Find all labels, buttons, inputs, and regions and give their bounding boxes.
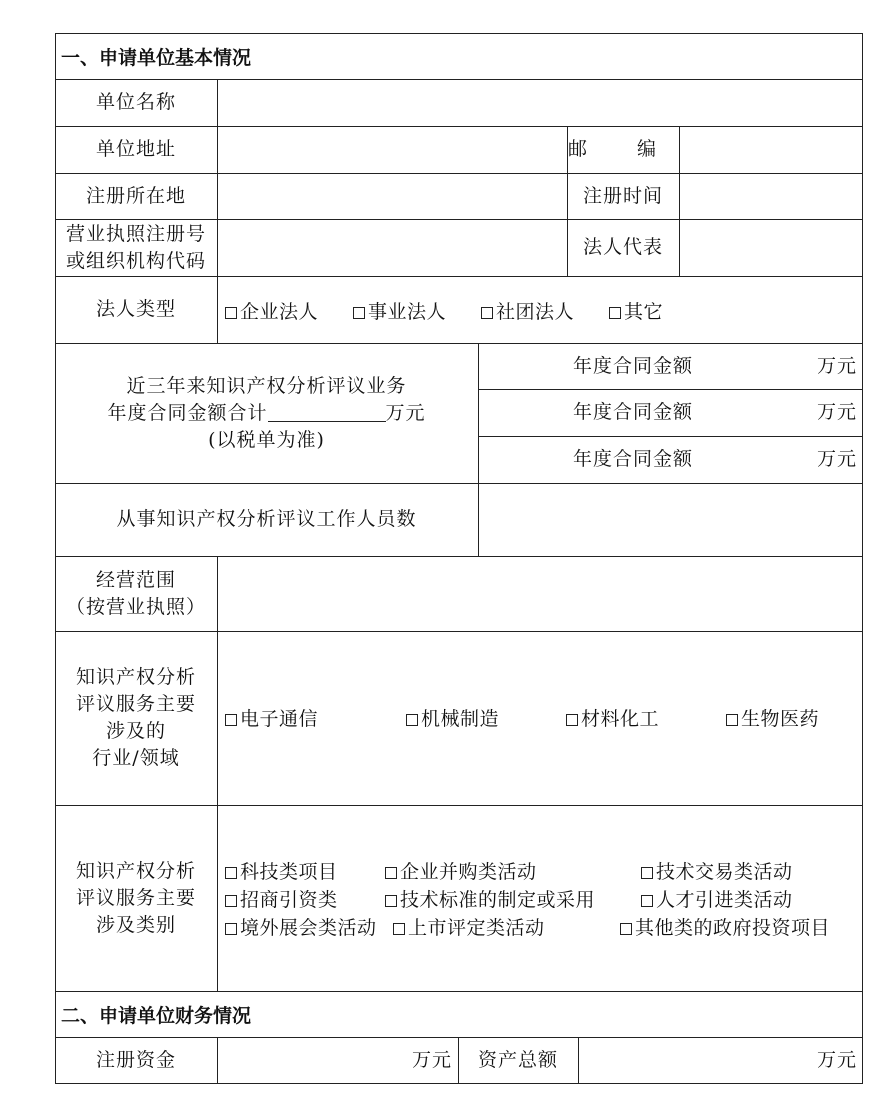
- postcode-label-text: 邮 编: [567, 138, 679, 160]
- industry-option[interactable]: [566, 704, 659, 731]
- annual-amount-unit: 万元: [816, 448, 857, 470]
- category-option[interactable]: [225, 885, 338, 912]
- industry-text: 机械制造: [421, 708, 500, 730]
- industry-label-line: 涉及的: [105, 720, 166, 742]
- category-text: 上市评定类活动: [408, 917, 545, 939]
- checkbox-icon[interactable]: [726, 714, 738, 726]
- category-option[interactable]: [641, 857, 793, 884]
- license-label-line2: 或组织机构代码: [65, 249, 206, 272]
- legal-rep-field[interactable]: [679, 219, 863, 276]
- legal-type-text: 社团法人: [496, 301, 575, 323]
- checkbox-icon[interactable]: [641, 867, 653, 879]
- checkbox-icon[interactable]: [609, 307, 621, 319]
- legal-type-option[interactable]: [609, 297, 663, 324]
- category-option[interactable]: [393, 913, 545, 940]
- legal-type-options: [217, 276, 863, 343]
- total-assets-field[interactable]: [578, 1037, 863, 1084]
- checkbox-icon[interactable]: [406, 714, 418, 726]
- category-option[interactable]: [225, 913, 377, 940]
- total-assets-unit: 万元: [816, 1049, 857, 1071]
- category-option[interactable]: [641, 885, 793, 912]
- reg-place-field[interactable]: [217, 173, 567, 219]
- category-text: 技术交易类活动: [656, 861, 793, 883]
- legal-type-option[interactable]: [353, 297, 446, 324]
- reg-capital-label: 注册资金: [95, 1049, 176, 1071]
- business-scope-field[interactable]: [217, 556, 863, 631]
- reg-time-label: 注册时间: [582, 184, 663, 207]
- unit-address-field[interactable]: [217, 126, 567, 173]
- license-field[interactable]: [217, 219, 567, 276]
- category-option[interactable]: [225, 857, 338, 884]
- checkbox-icon[interactable]: [566, 714, 578, 726]
- category-text: 企业并购类活动: [400, 861, 537, 883]
- industry-text: 电子通信: [240, 708, 319, 730]
- checkbox-icon[interactable]: [225, 307, 237, 319]
- annual-amount-label: 年度合同金额: [572, 448, 693, 470]
- reg-place-label: 注册所在地: [85, 184, 186, 207]
- category-label-line: 知识产权分析: [75, 859, 196, 882]
- category-text: 技术标准的制定或采用: [400, 889, 596, 911]
- contract-line2-prefix: 年度合同金额合计: [107, 401, 268, 424]
- license-label: [55, 219, 217, 276]
- total-assets-label: 资产总额: [477, 1049, 558, 1071]
- checkbox-icon[interactable]: [481, 307, 493, 319]
- industry-options: [217, 631, 863, 805]
- checkbox-icon[interactable]: [385, 895, 397, 907]
- business-scope-label: [55, 556, 217, 631]
- checkbox-icon[interactable]: [385, 867, 397, 879]
- contract-line2-suffix: 万元: [385, 401, 426, 424]
- unit-name-field[interactable]: [217, 79, 863, 126]
- annual-amount-unit: 万元: [816, 401, 857, 423]
- category-label-line: 涉及类别: [95, 913, 176, 936]
- legal-type-option[interactable]: [225, 297, 318, 324]
- annual-amount-label: 年度合同金额: [572, 401, 693, 423]
- legal-type-label: 法人类型: [95, 298, 176, 320]
- industry-text: 材料化工: [581, 708, 660, 730]
- industry-label: [55, 631, 217, 805]
- industry-label-line: 行业/领域: [92, 747, 180, 769]
- industry-option[interactable]: [225, 704, 318, 731]
- legal-type-option[interactable]: [481, 297, 574, 324]
- category-option[interactable]: [385, 857, 537, 884]
- industry-label-line: 评议服务主要: [75, 693, 196, 715]
- contract-line3: (以税单为准): [208, 428, 325, 451]
- checkbox-icon[interactable]: [225, 867, 237, 879]
- checkbox-icon[interactable]: [225, 923, 237, 935]
- industry-option[interactable]: [406, 704, 499, 731]
- contract-line2: [107, 400, 425, 427]
- industry-label-line: 知识产权分析: [75, 666, 196, 688]
- industry-option[interactable]: [726, 704, 819, 731]
- annual-amount-label: 年度合同金额: [572, 354, 693, 377]
- annual-amount-unit: 万元: [816, 354, 857, 377]
- category-option[interactable]: [620, 913, 830, 940]
- legal-type-text: 企业法人: [240, 301, 319, 323]
- postcode-label: [567, 126, 679, 173]
- checkbox-icon[interactable]: [353, 307, 365, 319]
- category-option[interactable]: [385, 885, 595, 912]
- checkbox-icon[interactable]: [641, 895, 653, 907]
- reg-capital-unit: 万元: [411, 1049, 452, 1071]
- checkbox-icon[interactable]: [225, 895, 237, 907]
- category-text: 其他类的政府投资项目: [635, 917, 831, 939]
- legal-rep-label: 法人代表: [582, 236, 663, 258]
- business-scope-line1: 经营范围: [95, 568, 176, 591]
- contract-summary-label: [55, 343, 478, 483]
- category-text: 科技类项目: [240, 861, 338, 883]
- reg-capital-field[interactable]: [217, 1037, 458, 1084]
- legal-type-text: 其它: [624, 301, 664, 323]
- staff-count-field[interactable]: [478, 483, 863, 556]
- checkbox-icon[interactable]: [393, 923, 405, 935]
- checkbox-icon[interactable]: [225, 714, 237, 726]
- reg-time-field[interactable]: [679, 173, 863, 219]
- unit-name-label: 单位名称: [95, 91, 176, 113]
- category-options: [217, 805, 863, 991]
- business-scope-line2: （按营业执照）: [65, 595, 206, 618]
- staff-count-label: 从事知识产权分析评议工作人员数: [116, 508, 417, 530]
- category-label-line: 评议服务主要: [75, 886, 196, 909]
- legal-type-text: 事业法人: [368, 301, 447, 323]
- category-text: 境外展会类活动: [240, 917, 377, 939]
- category-label: [55, 805, 217, 991]
- section-title-finance: 二、申请单位财务情况: [61, 1004, 252, 1027]
- postcode-field[interactable]: [679, 126, 863, 173]
- section-title-basic-info: 一、申请单位基本情况: [61, 46, 252, 69]
- contract-line1: 近三年来知识产权分析评议业务: [126, 374, 407, 397]
- category-text: 招商引资类: [240, 889, 338, 911]
- contract-total-blank[interactable]: [268, 401, 386, 422]
- category-text: 人才引进类活动: [656, 889, 793, 911]
- industry-text: 生物医药: [741, 708, 820, 730]
- checkbox-icon[interactable]: [620, 923, 632, 935]
- unit-address-label: 单位地址: [95, 138, 176, 160]
- license-label-line1: 营业执照注册号: [65, 222, 206, 245]
- application-form: [55, 33, 863, 1084]
